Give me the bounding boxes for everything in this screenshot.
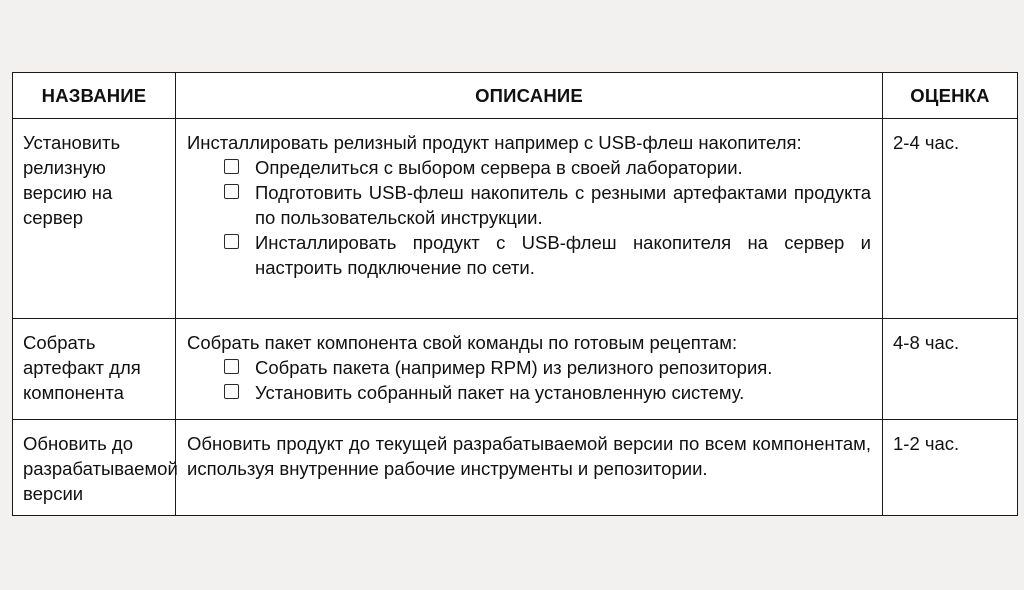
table-row (13, 319, 1018, 420)
checkbox-icon[interactable] (224, 359, 239, 374)
tasks-table (12, 72, 1018, 516)
checklist-item[interactable] (223, 380, 871, 405)
table-row (13, 420, 1018, 516)
checkbox-icon[interactable] (224, 184, 239, 199)
task-estimate-cell: 4-8 час. (883, 319, 1018, 420)
checklist-item-label: Инсталлировать продукт с USB-флеш накопителя на сервер и настроить подключение по сети. (255, 232, 871, 278)
header-name: НАЗВАНИЕ (13, 73, 176, 119)
task-description-text: Инсталлировать релизный продукт например с USB-флеш накопителя: (187, 132, 802, 153)
table-row (13, 119, 1018, 319)
header-estimate: ОЦЕНКА (883, 73, 1018, 119)
checklist-item-label: Определиться с выбором сервера в своей лаборатории. (255, 157, 743, 178)
table-header-row (13, 73, 1018, 119)
task-estimate-cell: 2-4 час. (883, 119, 1018, 319)
checklist (187, 355, 871, 405)
task-description-cell (176, 319, 883, 420)
task-estimate-cell: 1-2 час. (883, 420, 1018, 516)
checklist-item[interactable] (223, 155, 871, 180)
task-description-cell (176, 420, 883, 516)
task-name-cell: Собрать артефакт для компонента (13, 319, 176, 420)
checkbox-icon[interactable] (224, 159, 239, 174)
document-page (12, 72, 1017, 516)
task-description-text: Обновить продукт до текущей разрабатываемой версии по всем компонентам, используя внутренние рабочие инструменты и репозитории. (187, 433, 871, 479)
checklist-item-label: Собрать пакета (например RPM) из релизного репозитория. (255, 357, 773, 378)
checkbox-icon[interactable] (224, 384, 239, 399)
header-description: ОПИСАНИЕ (176, 73, 883, 119)
checklist-item-label: Подготовить USB-флеш накопитель с резными артефактами продукта по пользовательской инструкции. (255, 182, 871, 228)
checklist (187, 155, 871, 280)
checklist-item[interactable] (223, 180, 871, 230)
checkbox-icon[interactable] (224, 234, 239, 249)
checklist-item[interactable] (223, 355, 871, 380)
task-description-text: Собрать пакет компонента свой команды по готовым рецептам: (187, 332, 738, 353)
task-name-cell: Обновить до разрабатываемой версии (13, 420, 176, 516)
task-name-cell: Установить релизную версию на сервер (13, 119, 176, 319)
checklist-item[interactable] (223, 230, 871, 280)
checklist-item-label: Установить собранный пакет на установленную систему. (255, 382, 745, 403)
task-description-cell (176, 119, 883, 319)
